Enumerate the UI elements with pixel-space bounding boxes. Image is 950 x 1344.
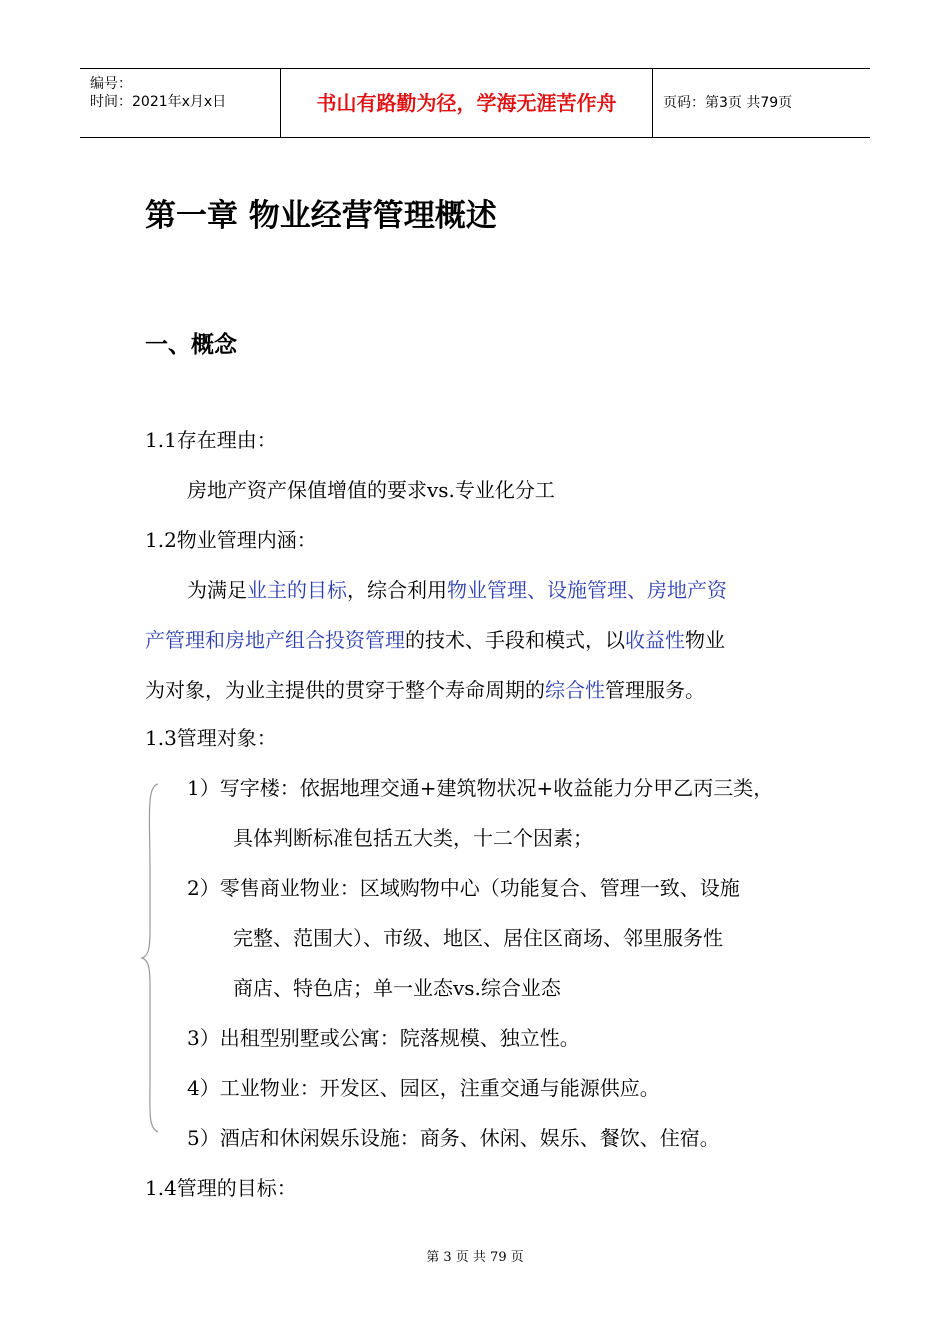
- heading-1-3: 1.3管理对象：: [145, 726, 277, 750]
- paragraph-1-2-line-3: [145, 674, 705, 703]
- paragraph-1-1: 房地产资产保值增值的要求vs.专业化分工: [187, 478, 555, 502]
- list-item-4: 4）工业物业：开发区、园区，注重交通与能源供应。: [187, 1076, 660, 1100]
- text-segment: 物业: [685, 628, 725, 652]
- list-item-1-line-1: 1）写字楼：依据地理交通+建筑物状况+收益能力分甲乙丙三类，: [187, 776, 774, 800]
- list-item-3: 3）出租型别墅或公寓：院落规模、独立性。: [187, 1026, 580, 1050]
- document-header: [80, 68, 870, 138]
- list-item-2-line-3: 商店、特色店；单一业态vs.综合业态: [233, 976, 561, 1000]
- highlight-management-types: 物业管理、设施管理、房地产资: [447, 578, 727, 602]
- text-segment: 为满足: [187, 578, 247, 602]
- section-title: 一、概念: [145, 332, 237, 358]
- chapter-title: 第一章 物业经营管理概述: [145, 198, 497, 234]
- heading-1-1: 1.1存在理由：: [145, 428, 277, 452]
- text-segment: 的技术、手段和模式，以: [405, 628, 625, 652]
- text-segment: 为对象，为业主提供的贯穿于整个寿命周期的: [145, 678, 545, 702]
- heading-1-4: 1.4管理的目标：: [145, 1176, 297, 1200]
- list-item-2-line-1: 2）零售商业物业：区域购物中心（功能复合、管理一致、设施: [187, 876, 740, 900]
- heading-1-2: 1.2物业管理内涵：: [145, 528, 317, 552]
- highlight-management-types-cont: 产管理和房地产组合投资管理: [145, 628, 405, 652]
- list-item-5: 5）酒店和休闲娱乐设施：商务、休闲、娱乐、餐饮、住宿。: [187, 1126, 720, 1150]
- list-item-2-line-2: 完整、范围大）、市级、地区、居住区商场、邻里服务性: [233, 926, 723, 950]
- curly-brace-icon: [138, 780, 162, 1136]
- text-segment: 管理服务。: [605, 678, 705, 702]
- highlight-comprehensive: 综合性: [545, 678, 605, 702]
- highlight-income-producing: 收益性: [625, 628, 685, 652]
- list-item-1-line-2: 具体判断标准包括五大类，十二个因素；: [233, 826, 593, 850]
- paragraph-1-2-line-1: [187, 574, 727, 603]
- text-segment: ，综合利用: [347, 578, 447, 602]
- header-date-label: 时间：2021年x月x日: [90, 94, 227, 110]
- highlight-owner-goal: 业主的目标: [247, 578, 347, 602]
- header-motto: 书山有路勤为径，学海无涯苦作舟: [281, 69, 653, 137]
- header-page-info: 页码：第3页 共79页: [663, 95, 793, 111]
- header-meta-cell: [80, 69, 281, 137]
- paragraph-1-2-line-2: [145, 624, 725, 653]
- header-number-label: 编号：: [90, 76, 132, 92]
- page-footer: 第 3 页 共 79 页: [426, 1250, 524, 1265]
